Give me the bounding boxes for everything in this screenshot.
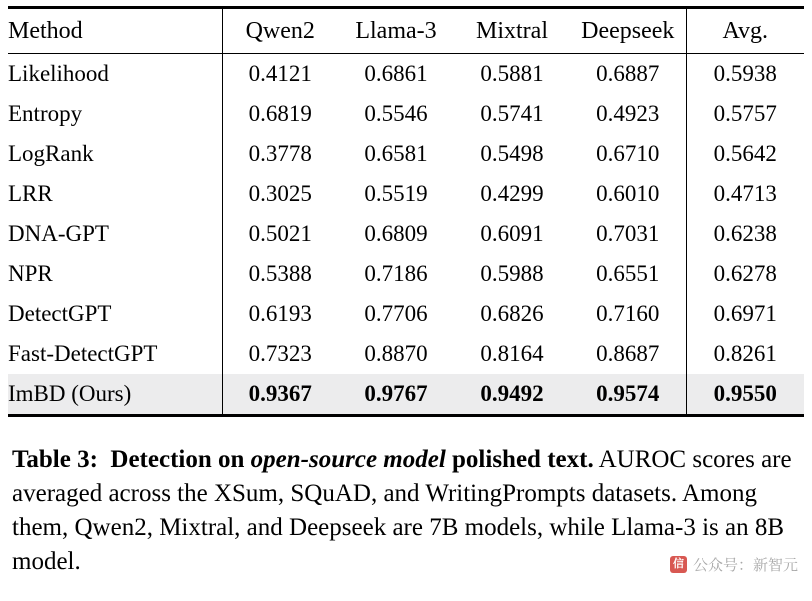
table-body <box>8 54 804 416</box>
cell-average: 0.8261 <box>686 334 804 374</box>
cell-value: 0.7160 <box>596 301 660 326</box>
table-footer <box>8 416 804 418</box>
cell-value: 0.5519 <box>364 181 428 206</box>
cell-value: 0.9574 <box>596 381 660 406</box>
results-table <box>8 6 804 417</box>
cell-average: 0.6278 <box>686 254 804 294</box>
cell-average: 0.5757 <box>686 94 804 134</box>
watermark-text: 公众号：新智元 <box>692 557 798 574</box>
cell-average: 0.4713 <box>686 174 804 214</box>
cell-value: 0.6861 <box>364 61 428 86</box>
table-row <box>8 94 804 134</box>
column-header-avg: Avg. <box>686 9 804 54</box>
cell-value: 0.6010 <box>596 181 660 206</box>
row-method-label: Entropy <box>8 101 83 126</box>
cell-value: 0.4121 <box>222 54 338 94</box>
table-header-row <box>8 9 804 54</box>
cell-value: 0.7706 <box>364 301 428 326</box>
cell-value: 0.8870 <box>364 341 428 366</box>
cell-value: 0.5021 <box>222 214 338 254</box>
cell-average: 0.6238 <box>686 214 804 254</box>
cell-value: 0.9492 <box>480 381 544 406</box>
caption-body: AUROC scores are averaged across the XSum, SQuAD, and WritingPrompts datasets. Among them, Qwen2, Mixtral, and Deepseek are 7B models, while Llama-3 is an 8B model. <box>12 446 792 575</box>
table-row <box>8 374 804 416</box>
row-method-label: Fast-DetectGPT <box>8 341 158 366</box>
cell-value: 0.5881 <box>480 61 544 86</box>
caption-title-part1: Detection on <box>110 446 251 473</box>
cell-average: 0.5938 <box>686 54 804 94</box>
cell-value: 0.8687 <box>596 341 660 366</box>
cell-value: 0.6581 <box>364 141 428 166</box>
cell-value: 0.4299 <box>480 181 544 206</box>
row-method-label: ImBD (Ours) <box>8 381 132 406</box>
table-row <box>8 134 804 174</box>
table-row <box>8 54 804 94</box>
cell-value: 0.6826 <box>480 301 544 326</box>
cell-value: 0.7323 <box>222 334 338 374</box>
caption-title-part2: polished text. <box>445 446 594 473</box>
row-method-label: NPR <box>8 261 53 286</box>
cell-value: 0.6551 <box>596 261 660 286</box>
cell-value: 0.5388 <box>222 254 338 294</box>
cell-value: 0.9767 <box>364 381 428 406</box>
table-bottom-rule <box>8 416 804 418</box>
cell-value: 0.4923 <box>596 101 660 126</box>
cell-value: 0.6887 <box>596 61 660 86</box>
table-header <box>8 8 804 55</box>
column-header-deepseek: Deepseek <box>581 18 675 44</box>
row-method-label: DetectGPT <box>8 301 112 326</box>
column-header-mixtral: Mixtral <box>476 18 548 44</box>
cell-value: 0.5988 <box>480 261 544 286</box>
caption-label: Table 3: <box>12 446 98 473</box>
cell-value: 0.6091 <box>480 221 544 246</box>
cell-value: 0.7186 <box>364 261 428 286</box>
cell-value: 0.5741 <box>480 101 544 126</box>
table-caption <box>8 443 798 579</box>
cell-average: 0.5642 <box>686 134 804 174</box>
table-row <box>8 254 804 294</box>
row-method-label: LRR <box>8 181 53 206</box>
cell-value: 0.8164 <box>480 341 544 366</box>
cell-value: 0.5498 <box>480 141 544 166</box>
column-header-qwen2: Qwen2 <box>222 9 338 54</box>
row-method-label: Likelihood <box>8 61 109 86</box>
cell-value: 0.7031 <box>596 221 660 246</box>
cell-average: 0.9550 <box>686 374 804 416</box>
cell-value: 0.3025 <box>222 174 338 214</box>
table-row <box>8 174 804 214</box>
cell-value: 0.5546 <box>364 101 428 126</box>
table-row <box>8 294 804 334</box>
watermark-logo-icon: 信 <box>670 556 687 573</box>
cell-value: 0.6710 <box>596 141 660 166</box>
cell-value: 0.9367 <box>222 374 338 416</box>
cell-value: 0.3778 <box>222 134 338 174</box>
cell-value: 0.6809 <box>364 221 428 246</box>
column-header-llama3: Llama-3 <box>355 18 437 44</box>
column-header-method: Method <box>8 18 83 44</box>
table-row <box>8 334 804 374</box>
caption-title-emphasis: open-source model <box>250 446 446 473</box>
table-row <box>8 214 804 254</box>
cell-value: 0.6819 <box>222 94 338 134</box>
row-method-label: LogRank <box>8 141 94 166</box>
row-method-label: DNA-GPT <box>8 221 109 246</box>
cell-value: 0.6193 <box>222 294 338 334</box>
cell-average: 0.6971 <box>686 294 804 334</box>
